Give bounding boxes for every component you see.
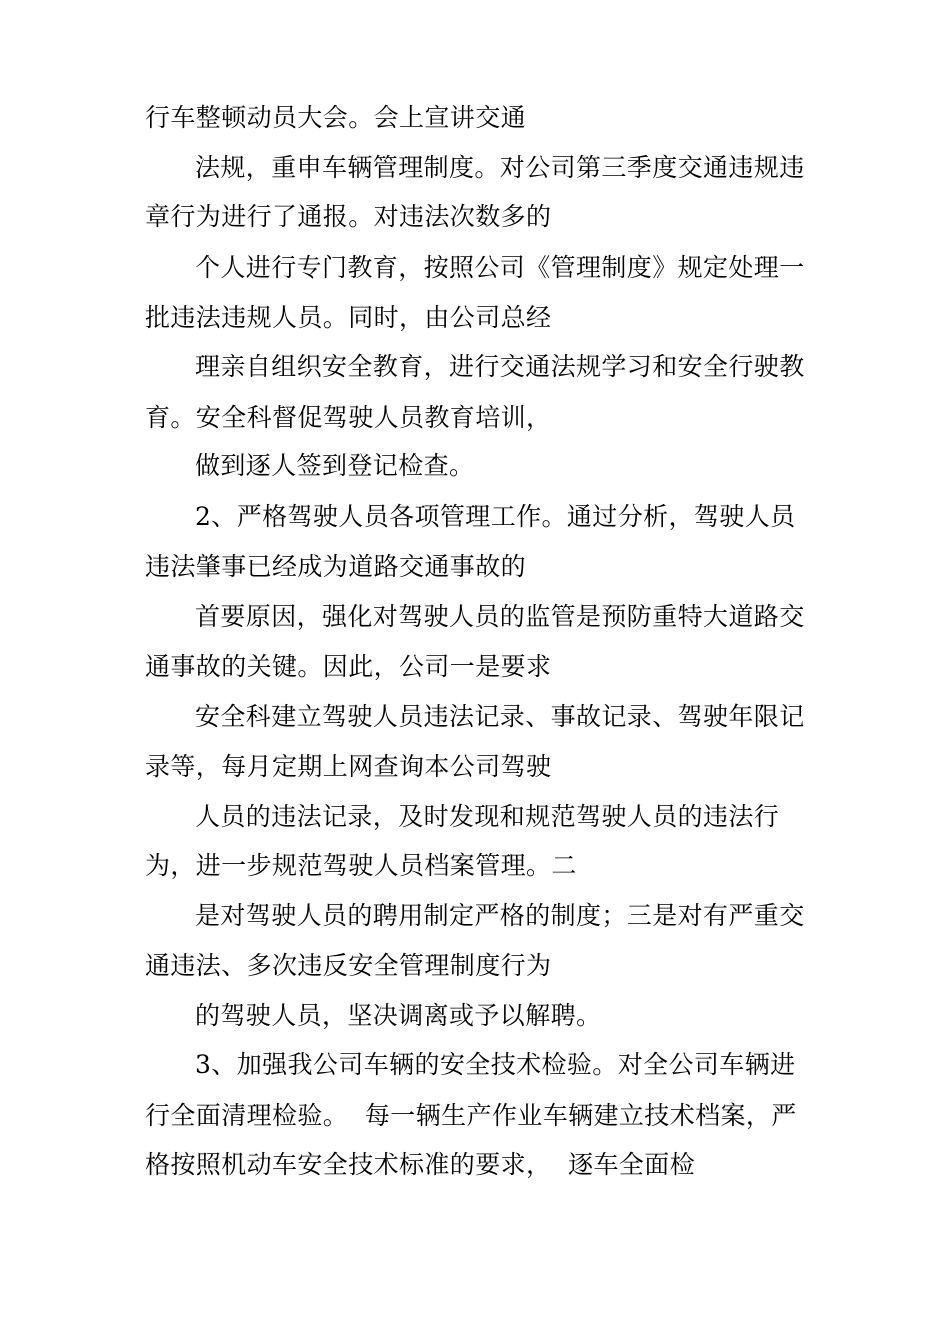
- text-line: 章行为进行了通报。对违法次数多的: [145, 202, 552, 231]
- text-line: 违法肇事已经成为道路交通事故的: [145, 552, 527, 581]
- text-line: 通事故的关键。因此，公司一是要求: [145, 652, 552, 681]
- text-line: 3、加强我公司车辆的安全技术检验。对全公司车辆进: [195, 1050, 796, 1079]
- text-line: 人员的违法记录，及时发现和规范驾驶人员的违法行: [195, 802, 780, 831]
- text-line: 录等，每月定期上网查询本公司驾驶: [145, 752, 552, 781]
- text-line: 行车整顿动员大会。会上宣讲交通: [145, 103, 527, 132]
- text-line: 做到逐人签到登记检查。: [195, 451, 475, 480]
- text-line: 是对驾驶人员的聘用制定严格的制度；三是对有严重交: [195, 901, 805, 930]
- text-line: 育。安全科督促驾驶人员教育培训，: [145, 403, 552, 432]
- text-line: 首要原因，强化对驾驶人员的监管是预防重特大道路交: [195, 602, 805, 631]
- text-line: 为，进一步规范驾驶人员档案管理。二: [145, 851, 577, 880]
- text-line: 行全面清理检验。 每一辆生产作业车辆建立技术档案，严: [145, 1101, 797, 1130]
- text-line: 安全科建立驾驶人员违法记录、事故记录、驾驶年限记: [195, 702, 805, 731]
- text-line: 2、严格驾驶人员各项管理工作。通过分析，驾驶人员: [195, 502, 796, 531]
- text-line: 批违法违规人员。同时，由公司总经: [145, 303, 552, 332]
- text-line: 法规，重申车辆管理制度。对公司第三季度交通违规违: [195, 153, 805, 182]
- text-line: 个人进行专门教育，按照公司《管理制度》规定处理一: [195, 253, 805, 282]
- text-line: 理亲自组织安全教育，进行交通法规学习和安全行驶教: [195, 352, 805, 381]
- text-line: 的驾驶人员，坚决调离或予以解聘。: [195, 1001, 602, 1030]
- text-line: 通违法、多次违反安全管理制度行为: [145, 951, 552, 980]
- text-line: 格按照机动车安全技术标准的要求， 逐车全面检: [145, 1150, 696, 1179]
